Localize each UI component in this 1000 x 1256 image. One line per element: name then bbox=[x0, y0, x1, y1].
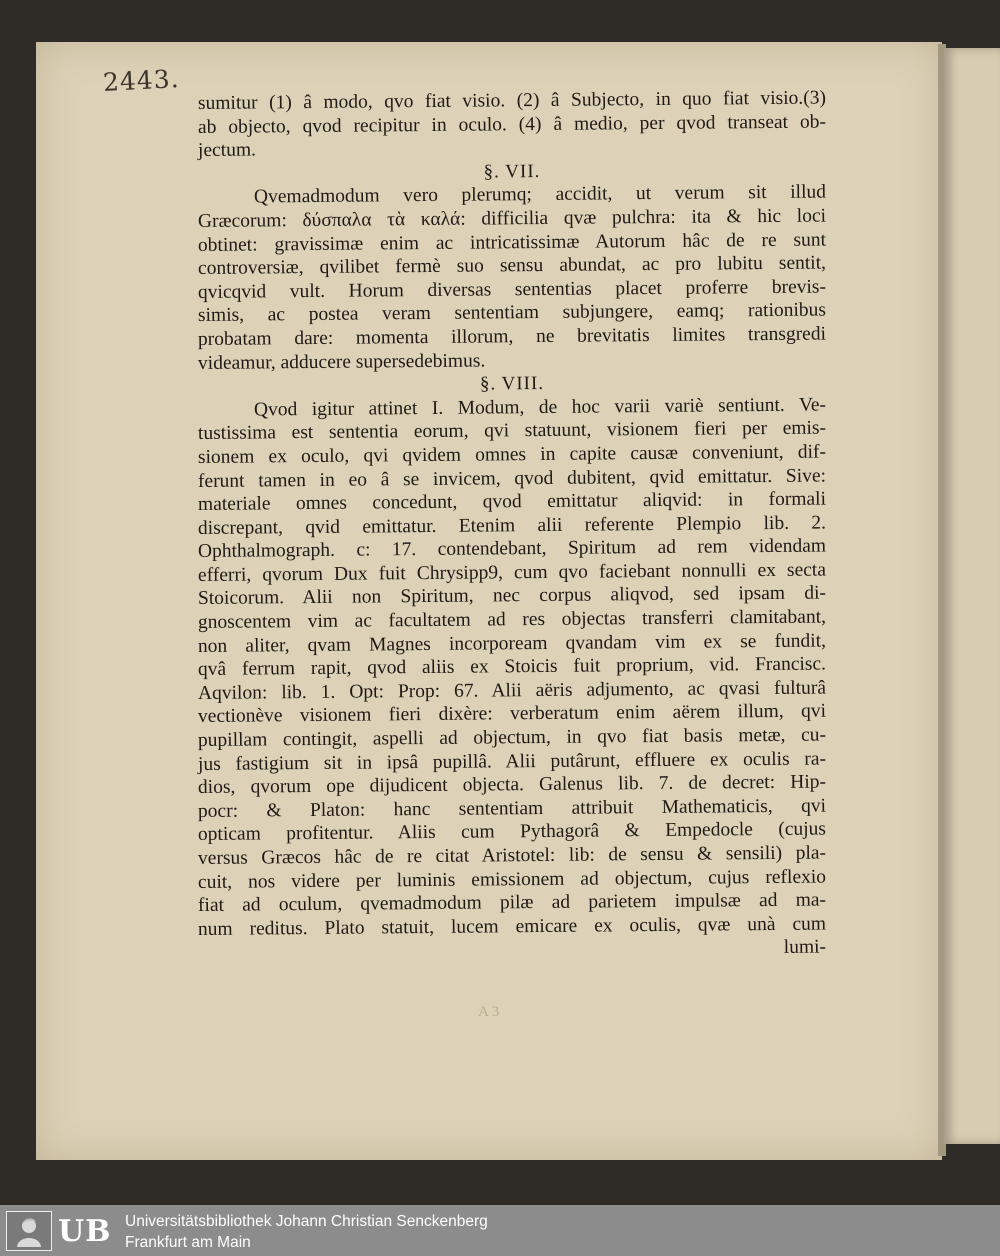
text-line: probatam dare: momenta illorum, ne brevitatis limites transgredi bbox=[197, 323, 827, 350]
section-heading: §. VIII. bbox=[479, 373, 545, 395]
library-logo[interactable] bbox=[6, 1212, 112, 1250]
text-line: fiat ad oculum, qvemadmodum pilæ ad parietem impulsæ ad ma- bbox=[197, 889, 827, 917]
text-line: Stoicorum. Alii non Spiritum, nec corpus aliqvod, sed ipsam di- bbox=[197, 582, 827, 610]
portrait-seal-icon bbox=[6, 1211, 52, 1251]
text-line: ferunt tamen in eo â se invicem, qvod dubitent, qvid emittatur. Sive: bbox=[197, 465, 827, 492]
text-line: ab objecto, qvod recipitur in oculo. (4) â medio, per qvod transeat ob- bbox=[197, 111, 827, 138]
manuscript-note: 2443. bbox=[102, 64, 181, 97]
text-line: Græcorum: δύσπαλα τὰ καλά: difficilia qvæ pulchra: ita & hic loci bbox=[197, 205, 827, 232]
text-line: num reditus. Plato statuit, lucem emicare ex oculis, qvæ unà cum bbox=[197, 913, 827, 940]
logo-text: UB bbox=[58, 1213, 112, 1249]
text-line: materiale omnes concedunt, qvod emittatur aliqvid: in formali bbox=[197, 488, 827, 516]
text-line: Qvemadmodum vero plerumq; accidit, ut verum sit illud bbox=[253, 181, 827, 208]
text-line: discrepant, qvid emittatur. Etenim alii referente Plempio lib. 2. bbox=[197, 512, 827, 539]
page-text bbox=[197, 87, 827, 965]
text-line: dios, qvorum ope dijudicent objecta. Galenus lib. 7. de decret: Hip- bbox=[197, 771, 827, 799]
text-line: controversiæ, qvilibet fermè suo sensu abundat, ac pro lubitu sentit, bbox=[197, 252, 827, 280]
text-line: cuit, nos videre per luminis emissionem ad objectum, cujus reflexio bbox=[197, 866, 827, 893]
library-footer bbox=[0, 1205, 1000, 1256]
text-line: non aliter, qvam Magnes incorpoream qvandam vim ex se fundit, bbox=[197, 630, 827, 657]
text-line: opticam profitentur. Aliis cum Pythagorâ & Empedocle (cujus bbox=[197, 818, 827, 846]
text-line: qvicqvid vult. Horum diversas sententias placet proferre brevis- bbox=[197, 276, 827, 303]
text-line: obtinet: gravissimæ enim ac intricatissimæ Autorum hâc de re sunt bbox=[197, 229, 827, 256]
text-line: simis, ac postea veram sententiam subjungere, eamq; rationibus bbox=[197, 299, 827, 327]
text-line: gnoscentem vim ac facultatem ad res objectas transferri clamitabant, bbox=[197, 606, 827, 634]
signature-mark: A 3 bbox=[478, 1004, 500, 1020]
text-line: Qvod igitur attinet I. Modum, de hoc varii variè sentiunt. Ve- bbox=[253, 394, 827, 421]
text-line: efferri, qvorum Dux fuit Chrysipp9, cum qvo faciebant nonnulli ex secta bbox=[197, 559, 827, 586]
text-line: versus Græcos hâc de re citat Aristotel: lib: de sensu & sensili) pla- bbox=[197, 842, 827, 869]
institution-city: Frankfurt am Main bbox=[125, 1234, 251, 1251]
text-line: videamur, adducere supersedebimus. bbox=[197, 350, 486, 374]
text-line: jus fastigium sit in ipsâ pupillâ. Alii putârunt, effluere ex oculis ra- bbox=[197, 748, 827, 775]
text-line: pocr: & Platon: hanc sententiam attribuit Mathematicis, qvi bbox=[197, 795, 827, 822]
text-line: Ophthalmograph. c: 17. contendebant, Spiritum ad rem videndam bbox=[197, 535, 827, 563]
text-line: tustissima est sententia eorum, qvi statuunt, visionem fieri per emis- bbox=[197, 417, 827, 445]
text-line: sionem ex oculo, qvi qvidem omnes in capite causæ conveniunt, dif- bbox=[197, 441, 827, 468]
catchword: lumi- bbox=[783, 936, 827, 959]
text-line: sumitur (1) â modo, qvo fiat visio. (2) â Subjecto, in quo fiat visio.(3) bbox=[197, 87, 827, 114]
text-line: vectionève visionem fieri dixère: verberatum enim aërem illum, qvi bbox=[197, 700, 827, 728]
section-heading: §. VII. bbox=[483, 160, 541, 183]
text-line: jectum. bbox=[197, 139, 257, 162]
institution-name: Universitätsbibliothek Johann Christian Senckenberg bbox=[125, 1213, 488, 1230]
institution-info bbox=[125, 1211, 488, 1253]
facing-page-edge bbox=[944, 48, 1000, 1144]
text-line: pupillam contingit, aspelli ad objectum, in qvo fiat basis metæ, cu- bbox=[197, 724, 827, 752]
text-line: Aqvilon: lib. 1. Opt: Prop: 67. Alii aëris adjumento, ac qvasi fulturâ bbox=[197, 677, 827, 704]
text-line: qvâ ferrum rapit, qvod aliis ex Stoicis fuit proprium, vid. Francisc. bbox=[197, 653, 827, 681]
